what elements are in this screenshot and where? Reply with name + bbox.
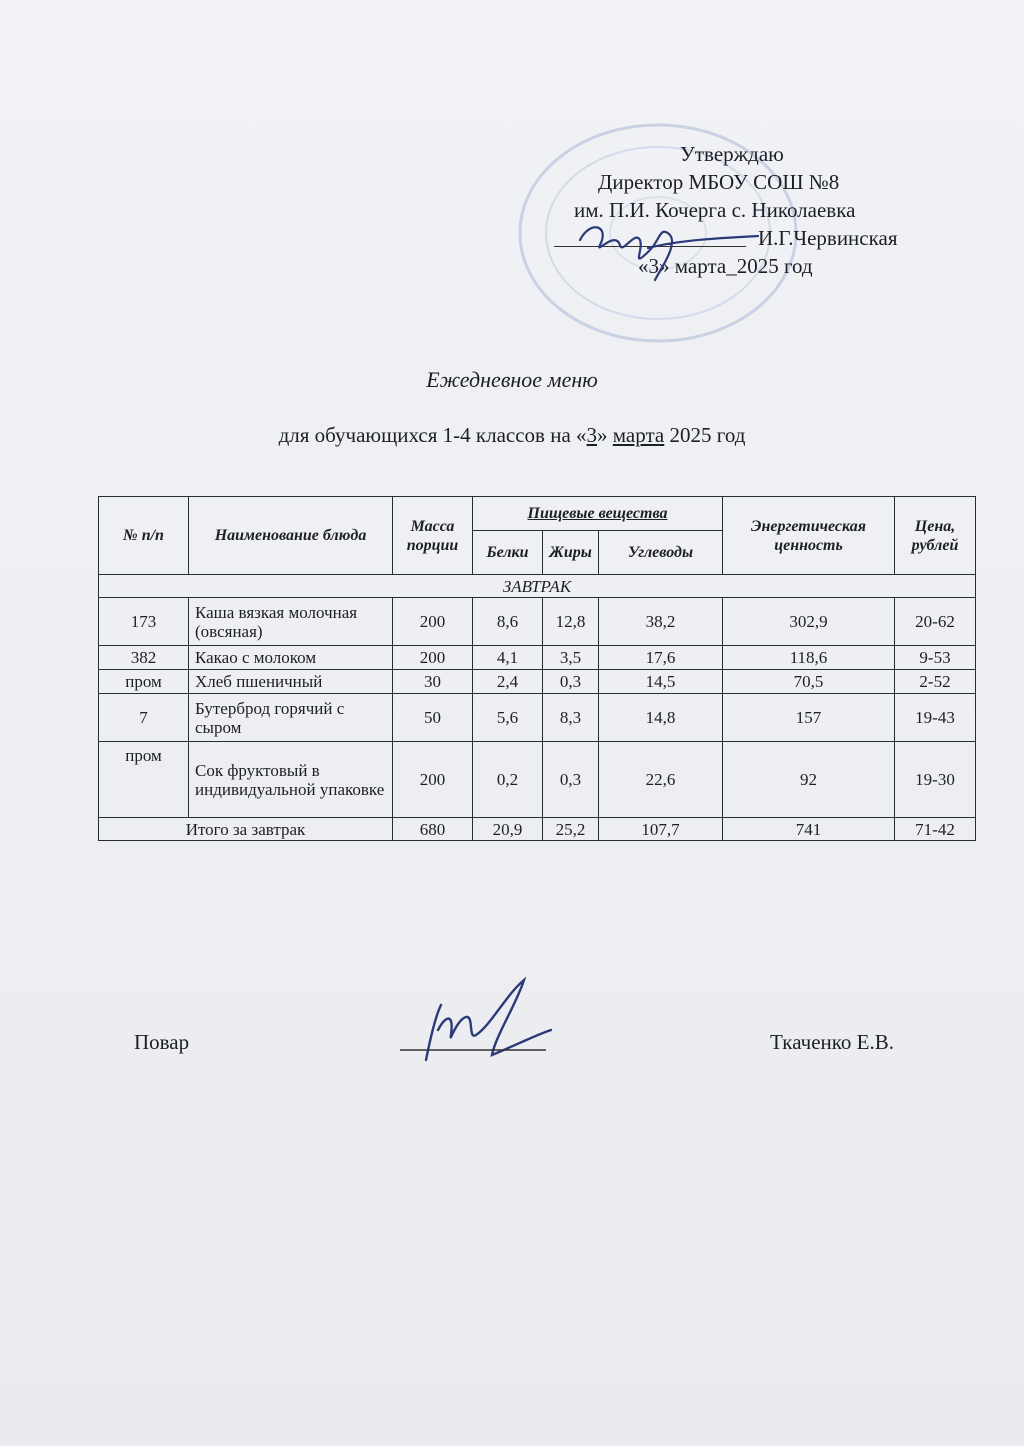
row-protein: 4,1: [473, 646, 543, 670]
total-label: Итого за завтрак: [99, 818, 393, 841]
cook-name: Ткаченко Е.В.: [770, 1030, 895, 1054]
row-dish: Каша вязкая молочная (овсяная): [189, 598, 393, 646]
row-carbs: 14,5: [599, 670, 723, 694]
row-mass: 200: [393, 646, 473, 670]
total-energy: 741: [723, 818, 895, 841]
total-carbs: 107,7: [599, 818, 723, 841]
row-energy: 302,9: [723, 598, 895, 646]
row-price: 19-43: [895, 694, 976, 742]
subtitle-month: марта: [612, 423, 665, 447]
subtitle-suffix: 2025 год: [664, 423, 746, 447]
total-mass: 680: [393, 818, 473, 841]
row-carbs: 17,6: [599, 646, 723, 670]
row-energy: 70,5: [723, 670, 895, 694]
row-dish: Бутерброд горячий с сыром: [189, 694, 393, 742]
approval-date: «3» марта_2025 год: [638, 254, 813, 278]
row-num: 7: [99, 694, 189, 742]
director-name: И.Г.Червинская: [758, 226, 898, 250]
row-protein: 5,6: [473, 694, 543, 742]
row-dish: Хлеб пшеничный: [189, 670, 393, 694]
subtitle-day: 3: [586, 423, 598, 447]
section-label: ЗАВТРАК: [99, 575, 976, 598]
page-subtitle: [0, 423, 1024, 448]
row-price: 2-52: [895, 670, 976, 694]
row-dish: Сок фруктовый в индивидуальной упаковке: [189, 742, 393, 818]
table-row: [99, 670, 976, 694]
header-carbs: Углеводы: [599, 531, 723, 575]
row-energy: 92: [723, 742, 895, 818]
row-mass: 200: [393, 598, 473, 646]
total-fat: 25,2: [543, 818, 599, 841]
row-num: пром: [99, 742, 189, 818]
row-price: 19-30: [895, 742, 976, 818]
row-fat: 8,3: [543, 694, 599, 742]
page-title: Ежедневное меню: [426, 367, 598, 392]
approval-line-1: Утверждаю: [680, 142, 784, 166]
total-protein: 20,9: [473, 818, 543, 841]
row-protein: 8,6: [473, 598, 543, 646]
row-mass: 50: [393, 694, 473, 742]
header-name: Наименование блюда: [189, 497, 393, 575]
row-energy: 118,6: [723, 646, 895, 670]
total-row: [99, 818, 976, 841]
table-row: [99, 598, 976, 646]
row-energy: 157: [723, 694, 895, 742]
row-fat: 3,5: [543, 646, 599, 670]
table-row: [99, 646, 976, 670]
header-nutrients: Пищевые вещества: [473, 497, 723, 531]
row-num: 382: [99, 646, 189, 670]
header-num: № п/п: [99, 497, 189, 575]
total-price: 71-42: [895, 818, 976, 841]
row-carbs: 38,2: [599, 598, 723, 646]
subtitle-prefix: для обучающихся 1-4 классов на «: [278, 423, 587, 447]
row-mass: 30: [393, 670, 473, 694]
row-price: 9-53: [895, 646, 976, 670]
header-protein: Белки: [473, 531, 543, 575]
row-protein: 2,4: [473, 670, 543, 694]
subtitle-mid: »: [597, 423, 613, 447]
row-price: 20-62: [895, 598, 976, 646]
cook-label: Повар: [134, 1030, 190, 1054]
header-price: Цена, рублей: [895, 497, 976, 575]
row-num: пром: [99, 670, 189, 694]
director-signature: [560, 200, 760, 290]
header-fat: Жиры: [543, 531, 599, 575]
header-mass: Масса порции: [393, 497, 473, 575]
row-mass: 200: [393, 742, 473, 818]
row-protein: 0,2: [473, 742, 543, 818]
row-fat: 12,8: [543, 598, 599, 646]
row-carbs: 22,6: [599, 742, 723, 818]
cook-signature: [396, 975, 556, 1075]
table-row: [99, 694, 976, 742]
row-num: 173: [99, 598, 189, 646]
row-carbs: 14,8: [599, 694, 723, 742]
table-row: [99, 742, 976, 818]
row-fat: 0,3: [543, 670, 599, 694]
row-dish: Какао с молоком: [189, 646, 393, 670]
row-fat: 0,3: [543, 742, 599, 818]
menu-table: [98, 496, 976, 841]
approval-line-3: им. П.И. Кочерга с. Николаевка: [574, 198, 856, 222]
approval-line-2: Директор МБОУ СОШ №8: [598, 170, 840, 194]
header-energy: Энергетическая ценность: [723, 497, 895, 575]
section-row: [99, 575, 976, 598]
